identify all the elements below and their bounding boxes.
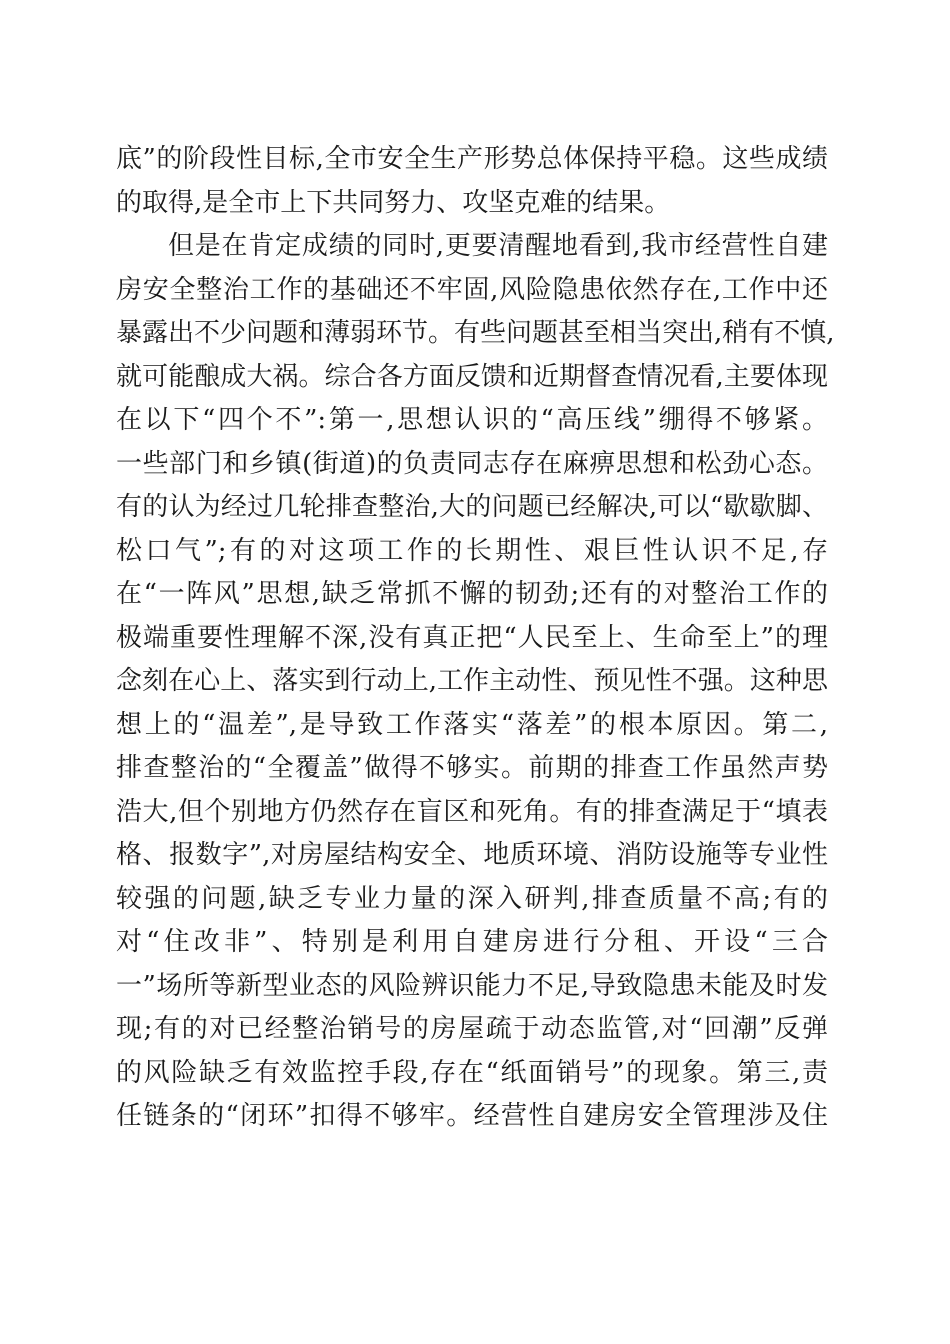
paragraph-line: 的取得,是全市上下共同努力、攻坚克难的结果。 bbox=[116, 187, 671, 218]
paragraph-line: 在“一阵风”思想,缺乏常抓不懈的韧劲;还有的对整治工作的 bbox=[116, 579, 828, 609]
paragraph-line: 就可能酿成大祸。综合各方面反馈和近期督查情况看,主要体现 bbox=[116, 361, 828, 392]
paragraph-line: 格、报数字”,对房屋结构安全、地质环境、消防设施等专业性 bbox=[116, 840, 828, 870]
paragraph-line: 一”场所等新型业态的风险辨识能力不足,导致隐患未能及时发 bbox=[116, 970, 828, 1001]
paragraph-line: 念刻在心上、落实到行动上,工作主动性、预见性不强。这种思 bbox=[116, 666, 828, 696]
paragraph-line: 较强的问题,缺乏专业力量的深入研判,排查质量不高;有的 bbox=[116, 883, 828, 914]
paragraph-line: 在以下“四个不”:第一,思想认识的“高压线”绷得不够紧。 bbox=[116, 405, 828, 435]
paragraph-line: 浩大,但个别地方仍然存在盲区和死角。有的排查满足于“填表 bbox=[116, 796, 828, 827]
paragraph-line: 想上的“温差”,是导致工作落实“落差”的根本原因。第二, bbox=[116, 709, 828, 740]
paragraph-line: 一些部门和乡镇(街道)的负责同志存在麻痹思想和松劲心态。 bbox=[116, 448, 828, 479]
paragraph-line: 的风险缺乏有效监控手段,存在“纸面销号”的现象。第三,责 bbox=[116, 1057, 828, 1088]
paragraph-1 bbox=[116, 138, 828, 225]
paragraph-line: 任链条的“闭环”扣得不够牢。经营性自建房安全管理涉及住 bbox=[116, 1101, 828, 1131]
paragraph-line: 现;有的对已经整治销号的房屋疏于动态监管,对“回潮”反弹 bbox=[116, 1014, 828, 1044]
paragraph-line: 极端重要性理解不深,没有真正把“人民至上、生命至上”的理 bbox=[116, 622, 828, 653]
paragraph-line: 房安全整治工作的基础还不牢固,风险隐患依然存在,工作中还 bbox=[116, 274, 828, 305]
paragraph-line: 排查整治的“全覆盖”做得不够实。前期的排查工作虽然声势 bbox=[116, 753, 828, 783]
paragraph-line: 有的认为经过几轮排查整治,大的问题已经解决,可以“歇歇脚、 bbox=[116, 492, 828, 522]
paragraph-line: 暴露出不少问题和薄弱环节。有些问题甚至相当突出,稍有不慎, bbox=[116, 318, 835, 348]
paragraph-2 bbox=[116, 225, 835, 1139]
paragraph-line: 松口气”;有的对这项工作的长期性、艰巨性认识不足,存 bbox=[116, 535, 828, 566]
paragraph-line: 对“住改非”、特别是利用自建房进行分租、开设“三合 bbox=[116, 927, 828, 957]
document-body bbox=[116, 138, 835, 1139]
paragraph-line: 但是在肯定成绩的同时,更要清醒地看到,我市经营性自建 bbox=[168, 231, 828, 261]
paragraph-line: 底”的阶段性目标,全市安全生产形势总体保持平稳。这些成绩 bbox=[116, 144, 828, 174]
